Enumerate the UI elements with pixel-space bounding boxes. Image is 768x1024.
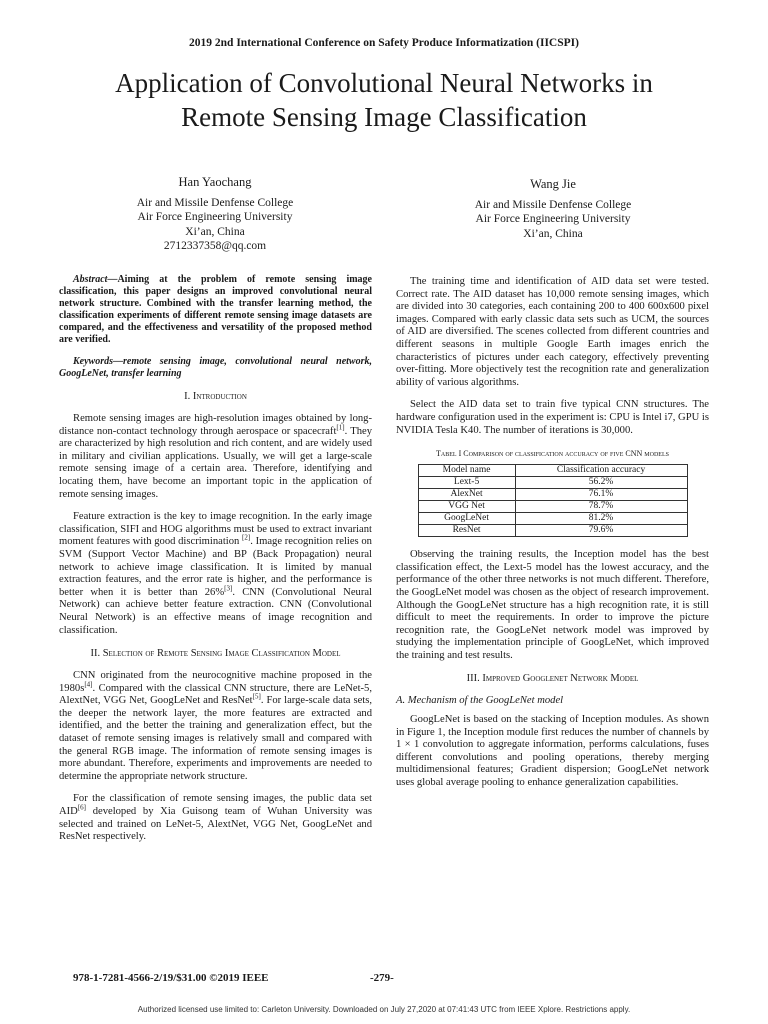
paragraph-intro-1 <box>59 413 372 501</box>
model-name: GoogLeNet <box>418 513 515 525</box>
section-heading-introduction <box>59 390 372 404</box>
text: . Image recognition relies on SVM (Support Vector Machine) and BP (Back Propagation) neural network to achieve image classification. It is limited by manual extraction features, and the error rate is higher, and the performance is better when it is better than 26% <box>59 536 372 598</box>
isbn-footer: 978-1-7281-4566-2/19/$31.00 ©2019 IEEE <box>73 972 269 984</box>
left-column <box>59 274 372 854</box>
author-affiliation: Air and Missile Denfense College <box>136 196 294 209</box>
section-title: Selection of Remote Sensing Image Classification Model <box>102 648 341 660</box>
right-column <box>396 276 709 800</box>
author-email[interactable]: 2712337358@qq.com <box>163 240 267 252</box>
author-affiliation: Air and Missile Denfense College <box>474 198 632 211</box>
section-heading-selection <box>59 647 372 661</box>
author-city: Xi’an, China <box>185 225 245 238</box>
table-row <box>418 513 687 525</box>
table-caption: Tabel I Comparison of classification accuracy of five CNN models <box>436 449 669 459</box>
table-header-row <box>418 465 687 477</box>
abstract-label: Abstract— <box>73 274 118 285</box>
text: CNN originated from the neurocognitive machine proposed in the 1980s <box>59 670 372 694</box>
model-name: Lext-5 <box>418 477 515 489</box>
citation[interactable]: [5] <box>252 692 261 701</box>
author-block-2 <box>433 177 673 241</box>
author-name: Wang Jie <box>530 177 576 191</box>
text: developed by Xia Guisong team of Wuhan University was selected and trained on LeNet-5, AlextNet, VGG Net, GoogLeNet and ResNet respectively. <box>59 806 372 843</box>
paragraph-sec2-1 <box>59 670 372 783</box>
table-row <box>418 477 687 489</box>
citation[interactable]: [1] <box>336 423 345 432</box>
citation[interactable]: [2] <box>242 533 251 542</box>
paper-title <box>40 66 728 134</box>
model-name: VGG Net <box>418 501 515 513</box>
page-number: -279- <box>370 972 394 984</box>
model-name: ResNet <box>418 525 515 537</box>
text: For the classification of remote sensing images, the public data set AID <box>59 793 372 818</box>
title-line-2: Remote Sensing Image Classification <box>181 102 587 132</box>
paragraph-observing-results: Observing the training results, the Inception model has the best classification effect, the Lext-5 model has the lowest accuracy, and the performance of the other three networks is not much different. Therefore, the GoogLeNet model was chosen as the object of research improvement. Although the GoogLeNet structure has a high recognition rate, it is still difficult to meet the requirements. In order to improve the picture recognition rate, the GoogLeNet network model was improved by studying the implementation principle of GoogLeNet, which improved the training and test results. <box>396 549 709 661</box>
accuracy-value: 76.1% <box>515 489 687 501</box>
accuracy-value: 81.2% <box>515 513 687 525</box>
abstract-text: Aiming at the problem of remote sensing image classification, this paper designs an improved convolutional neural network structure. Combined with the transfer learning method, the classification experiments of different remote sensing image datasets are compared, and the effectiveness and versatility of the proposed method are verified. <box>59 274 372 345</box>
subsection-heading: A. Mechanism of the GoogLeNet model <box>396 695 564 707</box>
section-number: II. <box>90 648 103 660</box>
model-name: AlexNet <box>418 489 515 501</box>
paragraph-cnn-training: Select the AID data set to train five typical CNN structures. The hardware configuration used in the experiment is: CPU is Intel i7, GPU is NVIDIA Tesla K40. The number of iterations is 30,000. <box>396 399 709 436</box>
conference-header: 2019 2nd International Conference on Safety Produce Informatization (IICSPI) <box>189 37 579 49</box>
column-header: Model name <box>418 465 515 477</box>
text: . Compared with the classical CNN structure, there are LeNet-5, AlextNet, VGG Net, GoogLeNet and ResNet <box>59 682 372 707</box>
paragraph-sec2-2 <box>59 793 372 843</box>
author-name: Han Yaochang <box>178 175 252 189</box>
text: . They are characterized by high resolution and rich content, and are widely used in military and civilian applications. Usually, we will get a large-scale remote sensing image of a certain area. Therefore, identifying and locating them, have become an important topic in the application of remote sensing images. <box>59 425 373 500</box>
keywords-text: remote sensing image, convolutional neural network, GoogLeNet, transfer learning <box>59 356 372 379</box>
table-row <box>418 489 687 501</box>
table-row <box>418 525 687 537</box>
title-line-1: Application of Convolutional Neural Networks in <box>115 68 653 98</box>
table-row <box>418 501 687 513</box>
text: Feature extraction is the key to image recognition. In the early image classification, SIFI and HOG algorithms must be used to extract invariant moment features with good discrimination <box>59 511 372 548</box>
accuracy-value: 79.6% <box>515 525 687 537</box>
abstract <box>59 274 372 346</box>
section-title: Improved Googlenet Network Model <box>482 673 639 685</box>
keywords-label: Keywords— <box>73 356 123 367</box>
text: Remote sensing images are high-resolution images obtained by long-distance non-contact technology through aerospace or spacecraft <box>59 413 372 437</box>
section-title: Introduction <box>192 391 247 402</box>
text: . CNN (Convolutional Neural Network) can achieve better feature extraction. CNN (Convolutional Neural Network) is an effective means of image recognition and classification. <box>59 586 372 636</box>
paragraph-aid-dataset: The training time and identification of AID data set were tested. Correct rate. The AID dataset has 10,000 remote sensing images, which are divided into 30 categories, each containing 200 to 400 600x600 pixel images. Compared with early classic data sets such as UCM, the sources of AID are diversified. The scenes collected from different countries and different seasons in multiple Google Earth images enrich the characteristics of pictures under each category, effectively preventing over-fitting. More objectively test the recognition rate and generalization ability of various algorithms. <box>396 276 709 388</box>
text: . For large-scale data sets, the deeper the network layer, the more features are extracted and identified, and the better the training and generalization effect, but the dataset of remote sensing images is relatively small and compared with the general RGB image. The information of remote sensing images is more abundant. Therefore, experiments and improvements are needed to determine the appropriate network structure. <box>59 695 373 782</box>
citation[interactable]: [4] <box>84 680 93 689</box>
author-affiliation: Air Force Engineering University <box>137 211 293 223</box>
author-city: Xi’an, China <box>523 227 583 240</box>
section-number: I. <box>184 391 193 402</box>
author-affiliation: Air Force Engineering University <box>475 213 631 225</box>
accuracy-table <box>418 464 688 537</box>
keywords <box>59 356 372 380</box>
authorized-use-notice: Authorized licensed use limited to: Carleton University. Downloaded on July 27,2020 at 07:41:43 UTC from IEEE Xplore. Restrictions apply. <box>137 1005 631 1014</box>
accuracy-value: 78.7% <box>515 501 687 513</box>
citation[interactable]: [6] <box>77 803 87 812</box>
paragraph-intro-2 <box>59 511 372 637</box>
section-heading-improved-googlenet <box>396 672 709 686</box>
author-block-1 <box>95 175 335 254</box>
accuracy-value: 56.2% <box>515 477 687 489</box>
paragraph-googlenet-mechanism: GoogLeNet is based on the stacking of Inception modules. As shown in Figure 1, the Inception module first reduces the number of channels by 1 × 1 convolution to aggregate information, performs calculations, fuses different convolutions and pooling operations, thereby merging multidimensional features; Gradient dispersion; GoogLeNet network uses global average pooling to enhance generalization capabilities. <box>396 714 709 789</box>
section-number: III. <box>466 673 483 685</box>
column-header: Classification accuracy <box>515 465 687 477</box>
citation[interactable]: [3] <box>224 584 233 593</box>
